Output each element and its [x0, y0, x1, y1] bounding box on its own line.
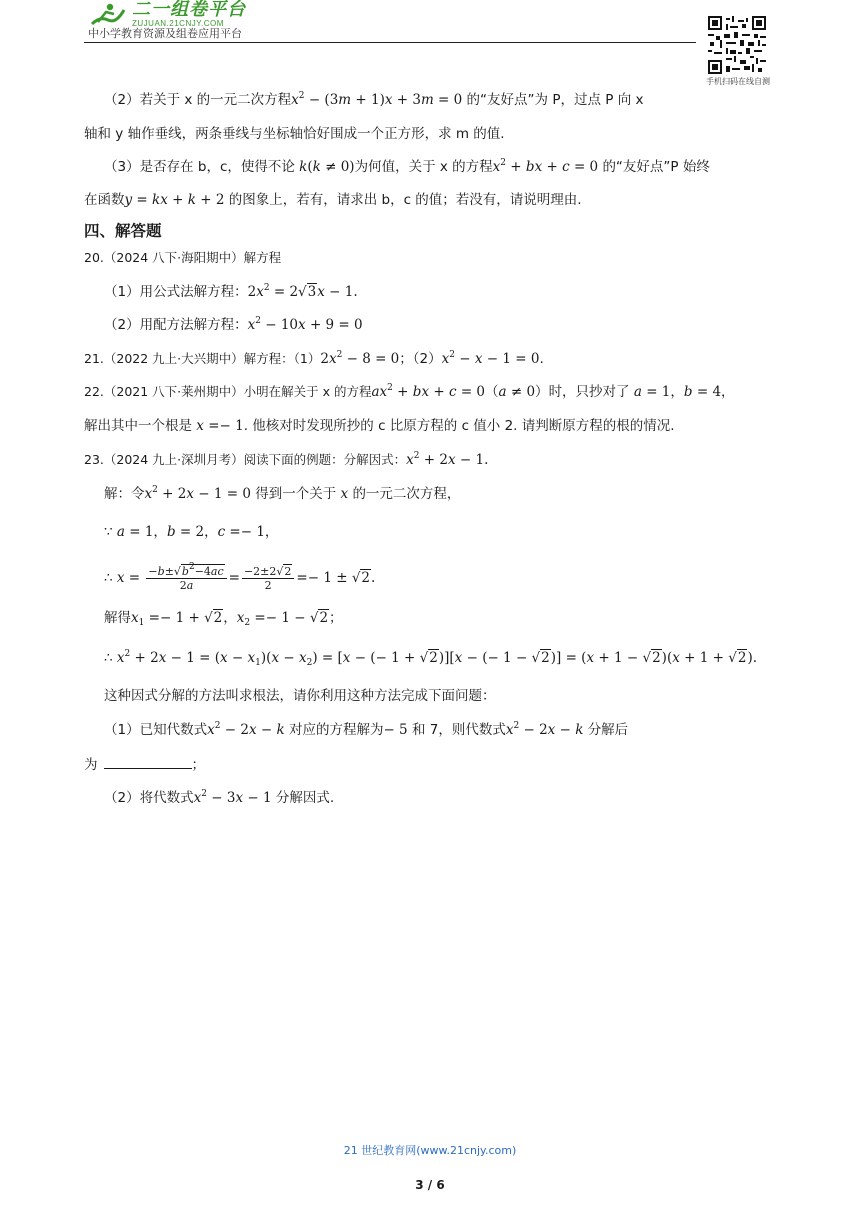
- q20-part1: （1）用公式法解方程：$2x^2 = 2√3x - 1$.: [104, 283, 358, 300]
- logo-title: 二一组卷平台: [132, 0, 246, 20]
- site-logo: [86, 0, 276, 28]
- q23-part2: （2）将代数式$x^2 - 3x - 1$ 分解因式.: [104, 789, 335, 806]
- footer-link[interactable]: 21 世纪教育网(www.21cnjy.com): [343, 1144, 517, 1157]
- header-divider: [84, 42, 696, 43]
- page-number: 3 / 6: [415, 1178, 445, 1192]
- q23-solution-line1: 解：令$x^2 + 2x - 1 = 0$ 得到一个关于 x 的一元二次方程，: [104, 485, 461, 502]
- q23-roots: 解得$x_1 =- 1 + √2$，$x_2 =- 1 - √2$；: [104, 610, 343, 628]
- page-header: [0, 0, 860, 90]
- q19-part2-line2: 轴和 y 轴作垂线，两条垂线与坐标轴恰好围成一个正方形，求 m 的值.: [84, 126, 505, 142]
- q23-factorization: ∴ $x^2 + 2x - 1 = (x - x_1)(x - x_2) = [x$ − (− 1 + √2)][x − (− 1 − √2)] = (x + 1 − √2)(x + 1 + √2).: [104, 649, 757, 668]
- q19-part3-line2: 在函数y = kx + k + 2 的图象上，若有，请求出 b，c 的值；若没有，请说明理由.: [84, 192, 582, 208]
- q19-part2-line1: （2）若关于 x 的一元二次方程$x^2 - (3m + 1)x + 3m = 0$ 的“友好点”为 P，过点 P 向 x: [104, 91, 644, 108]
- qr-code-icon[interactable]: [708, 16, 766, 74]
- q23-part1-line1: （1）已知代数式$x^2 - 2x - k$ 对应的方程解为− 5 和 7，则代数式$x^2 - 2x - k$ 分解后: [104, 721, 629, 738]
- q23-quadratic-formula: ∴ x = $\frac{-b\pm√b^2-4ac}{2a}$ = $\frac{-2\pm 2√2}{2}$ =− 1 ± √2.: [104, 561, 376, 592]
- qr-caption: 手机扫码在线自测: [706, 77, 770, 86]
- header-subtitle: 中小学教育资源及组卷应用平台: [88, 27, 242, 40]
- q23-part1-line2: 为 ；: [84, 754, 205, 775]
- q23-coefficients: ∵ a = 1，b = 2，c =− 1，: [104, 524, 279, 540]
- q22-line1: 22.（2021 八下·莱州期中）小明在解关于 x 的方程$ax^2$ + bx + c = 0（a ≠ 0）时，只抄对了 a = 1，b = 4，: [84, 383, 735, 400]
- q23-title: 23.（2024 九上·深圳月考）阅读下面的例题：分解因式：$x^2 + 2x - 1$.: [84, 451, 489, 468]
- q22-line2: 解出其中一个根是 x =− 1. 他核对时发现所抄的 c 比原方程的 c 值小 2. 请判断原方程的根的情况.: [84, 418, 675, 434]
- section-title: 四、解答题: [84, 222, 162, 240]
- q23-method-note: 这种因式分解的方法叫求根法，请你利用这种方法完成下面问题：: [104, 688, 496, 704]
- logo-url: ZUJUAN.21CNJY.COM: [132, 19, 224, 28]
- q19-part3-line1: （3）是否存在 b，c，使得不论 k(k ≠ 0)为何值，关于 x 的方程$x^2$ + bx + c = 0 的“友好点”P 始终: [104, 158, 710, 175]
- q20-title: 20.（2024 八下·海阳期中）解方程: [84, 250, 282, 265]
- q21-line: 21.（2022 九上·大兴期中）解方程：$(1)2x^2 - 8 = 0$；$(2)x^2 - x - 1 = 0$.: [84, 350, 544, 367]
- answer-blank[interactable]: [104, 754, 192, 769]
- q20-part2: （2）用配方法解方程：$x^2 - 10x + 9 = 0$: [104, 316, 363, 333]
